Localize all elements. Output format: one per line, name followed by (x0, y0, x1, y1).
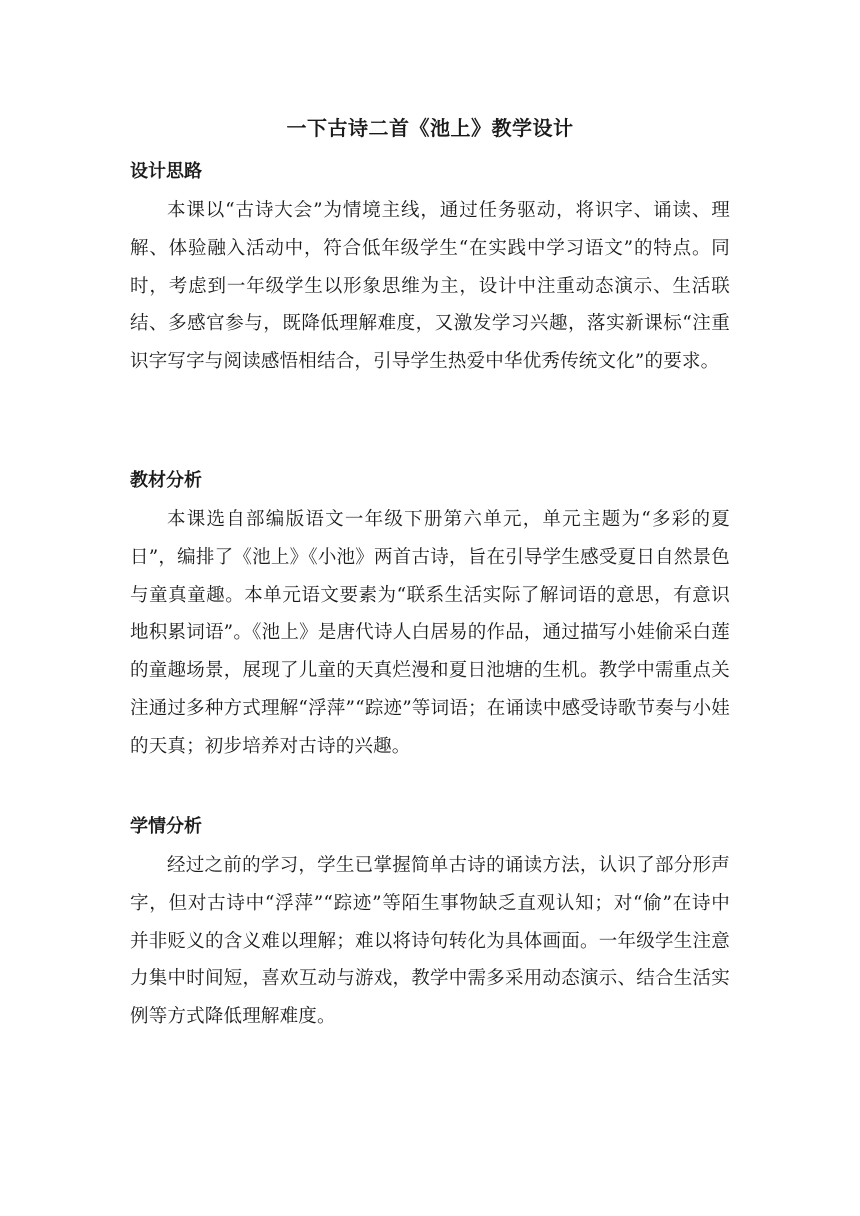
document-page (130, 108, 730, 1040)
section-heading-design-idea: 设计思路 (130, 161, 202, 182)
section-paragraph-textbook-analysis: 本课选自部编版语文一年级下册第六单元，单元主题为“多彩的夏日”，编排了《池上》《小池》两首古诗，旨在引导学生感受夏日自然景色与童真童趣。本单元语文要素为“联系生活实际了解词语的意思，有意识地积累词语”。《池上》是唐代诗人白居易的作品，通过描写小娃偷采白莲的童趣场景，展现了儿童的天真烂漫和夏日池塘的生机。教学中需重点关注通过多种方式理解“浮萍”“踪迹”等词语；在诵读中感受诗歌节奏与小娃的天真；初步培养对古诗的兴趣。 (130, 509, 730, 757)
section-heading-learner-analysis: 学情分析 (130, 816, 202, 837)
document-title: 一下古诗二首《池上》教学设计 (286, 116, 574, 140)
section-heading-textbook-analysis: 教材分析 (130, 470, 202, 491)
section-paragraph-learner-analysis: 经过之前的学习，学生已掌握简单古诗的诵读方法，认识了部分形声字，但对古诗中“浮萍”“踪迹”等陌生事物缺乏直观认知；对“偷”在诗中并非贬义的含义难以理解；难以将诗句转化为具体画面。一年级学生注意力集中时间短，喜欢互动与游戏，教学中需多采用动态演示、结合生活实例等方式降低理解难度。 (130, 855, 730, 1028)
section-paragraph-design-idea: 本课以“古诗大会”为情境主线，通过任务驱动，将识字、诵读、理解、体验融入活动中，符合低年级学生“在实践中学习语文”的特点。同时，考虑到一年级学生以形象思维为主，设计中注重动态演示、生活联结、多感官参与，既降低理解难度，又激发学习兴趣，落实新课标“注重识字写字与阅读感悟相结合，引导学生热爱中华优秀传统文化”的要求。 (130, 200, 730, 373)
